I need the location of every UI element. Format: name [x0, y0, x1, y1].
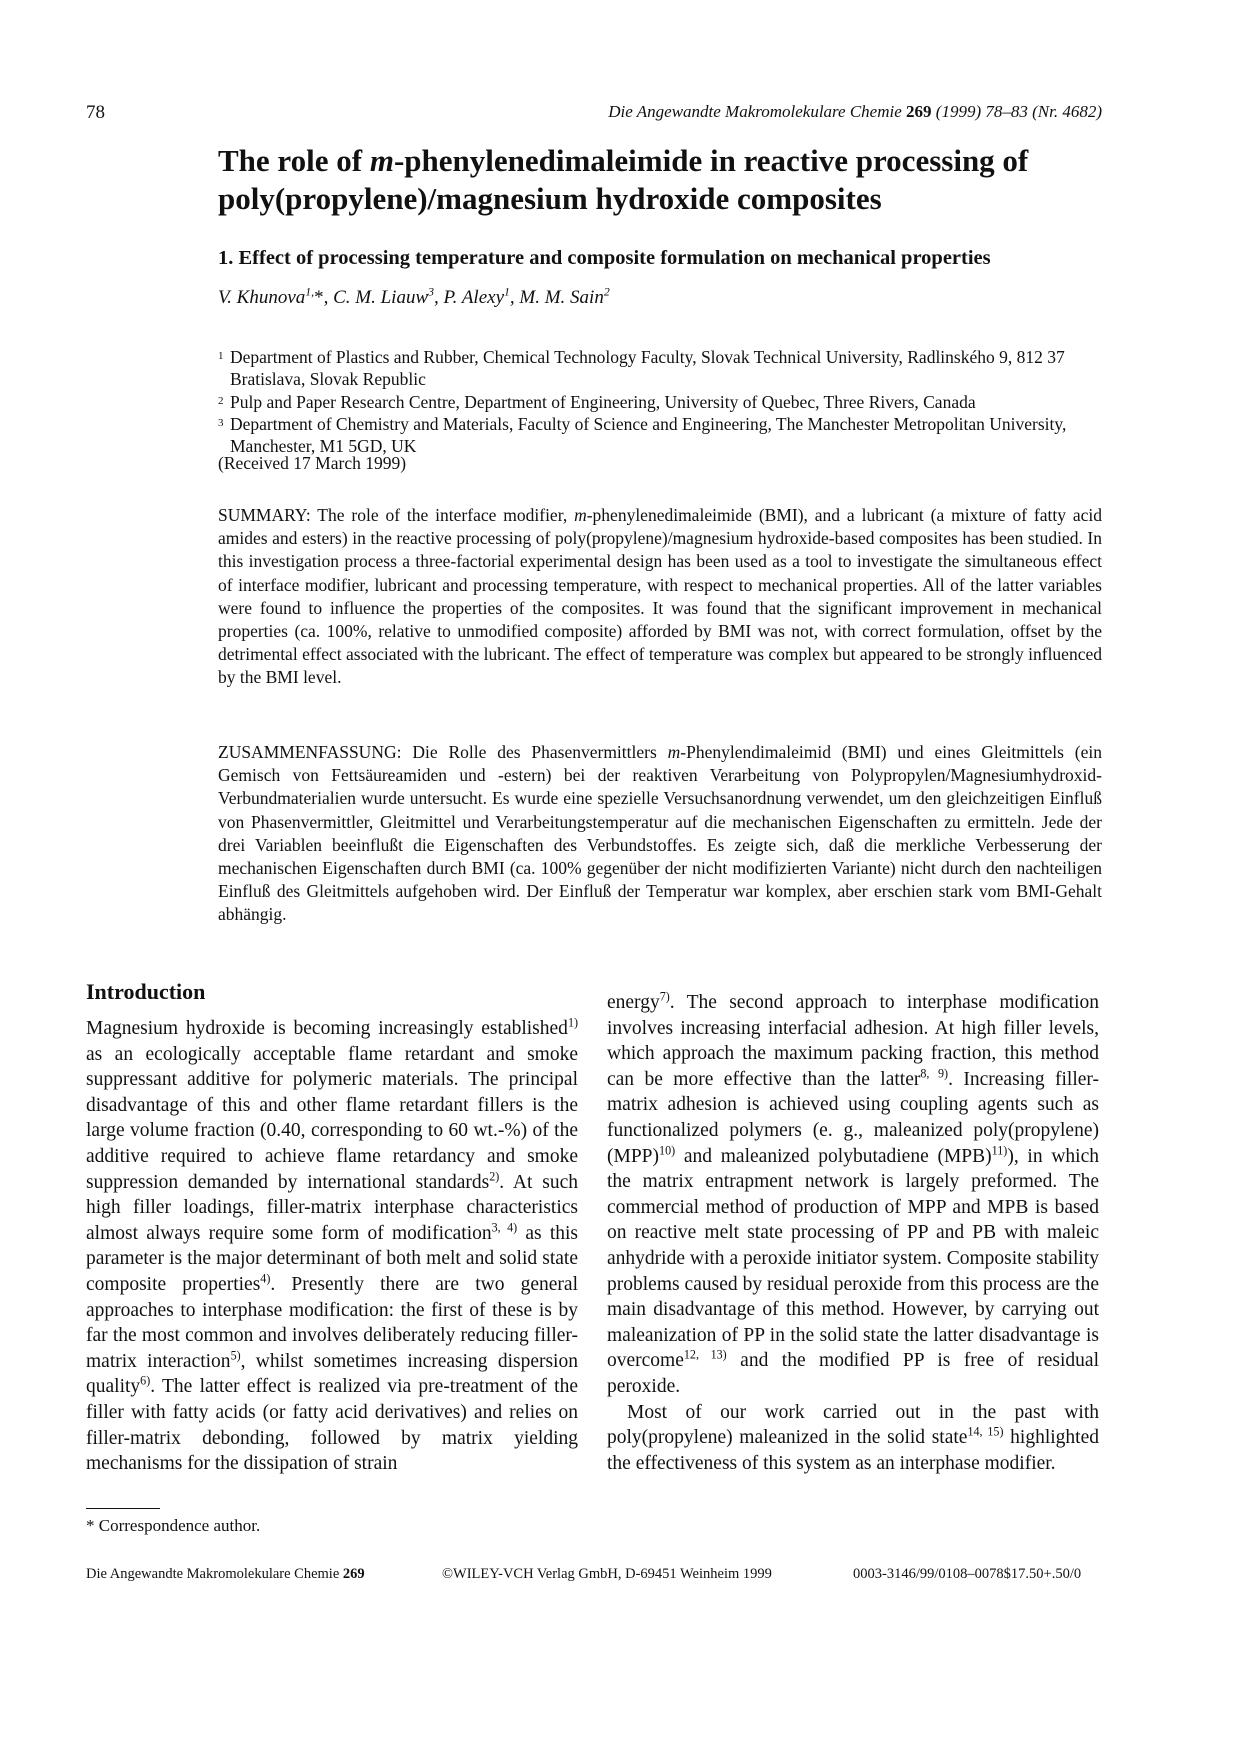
received-date: (Received 17 March 1999) — [218, 453, 407, 473]
body-text: ), in which the matrix entrapment network is largely preformed. The commercial method of production of MPP and MPB is based on reactive melt state processing of PP and PB with maleic anhydride with a peroxide initiator system. Composite stability problems caused by residual peroxide from this process are the main disadvantage of this method. However, by carrying out maleanization of PP in the solid state the latter disadvantage is overcome — [607, 1145, 1099, 1372]
body-text: as an ecologically acceptable flame retardant and smoke suppressant additive for polymeric materials. The principal disadvantage of this and other flame retardant fillers is the large volume fraction (0.40, corresponding to 60 wt.-%) of the additive required to achieve flame retardancy and smoke suppression demanded by international standards — [86, 1043, 578, 1193]
paragraph — [86, 1016, 578, 1477]
author — [519, 287, 609, 308]
citation-sup: 1) — [567, 1015, 578, 1030]
author-affiliation-ref: 1, — [305, 285, 315, 299]
footer-journal — [86, 1566, 365, 1583]
title-line-2: poly(propylene)/magnesium hydroxide composites — [218, 181, 882, 216]
correspondence-mark: * — [314, 287, 324, 308]
zusammenfassung-italic: m — [667, 742, 681, 762]
affiliation — [218, 413, 1108, 457]
affiliation-number: 2 — [218, 395, 224, 407]
body-text: highlighted the effectiveness of this system as an interphase modifier. — [607, 1427, 1100, 1474]
author-separator: , — [434, 287, 444, 308]
title-text: -phenylenedimaleimide in reactive processing of — [393, 143, 1029, 178]
footer-publisher: ©WILEY-VCH Verlag GmbH, D-69451 Weinheim 1999 — [442, 1566, 772, 1582]
author-name: V. Khunova — [218, 287, 306, 308]
author-separator: , — [509, 287, 520, 308]
summary-text: SUMMARY: The role of the interface modifier, — [218, 505, 575, 525]
body-text: Most of our work carried out in the past with poly(propylene) maleanized in the solid state — [607, 1401, 1099, 1449]
article-title — [218, 142, 1118, 218]
journal-volume: 269 — [906, 102, 932, 121]
summary-text: -phenylenedimaleimide (BMI), and a lubricant (a mixture of fatty acid amides and esters) in the reactive processing of poly(propylene)/magnesium hydroxide-based composites has been studied. In this investigation process a three-factorial experimental design has been used as a tool to investigate the simultaneous effect of interface modifier, lubricant and processing temperature, with respect to mechanical properties. All of the latter variables were found to influence the properties of the composites. It was found that the significant improvement in mechanical properties (ca. 100%, relative to unmodified composite) afforded by BMI was not, with correct formulation, offset by the detrimental effect associated with the lubricant. The effect of temperature was complex but appeared to be strongly influenced by the BMI level. — [218, 505, 1102, 688]
article-subtitle: 1. Effect of processing temperature and composite formulation on mechanical properties — [218, 247, 991, 269]
body-text: and maleanized polybutadiene (MPB) — [675, 1145, 992, 1167]
citation-sup: 4) — [260, 1271, 271, 1286]
citation-sup: 3, 4) — [491, 1220, 518, 1235]
title-italic: m — [369, 143, 394, 178]
author-name: C. M. Liauw — [333, 287, 429, 308]
citation-sup: 8, 9) — [920, 1066, 949, 1081]
title-text: The role of — [218, 143, 370, 178]
body-text: . The second approach to interphase modification involves increasing interfacial adhesion. At high filler levels, which approach the maximum packing fraction, this method can be more effective than the latter — [607, 992, 1099, 1090]
affiliation-number: 3 — [218, 417, 224, 429]
body-text: as this parameter is the major determinant of both melt and solid state composite properties — [86, 1222, 578, 1295]
running-head — [608, 102, 1102, 122]
body-text: . At such high filler loadings, filler-matrix interphase characteristics almost always require some form of modification — [86, 1171, 578, 1244]
footnote-divider — [86, 1508, 160, 1509]
author-list — [218, 287, 610, 309]
introduction-right-column — [607, 990, 1099, 1476]
citation-sup: 14, 15) — [967, 1424, 1004, 1439]
zusammenfassung-text: -Phenylendimaleimid (BMI) und eines Gleitmittels (ein Gemisch von Fettsäureamiden und -estern) bei der reaktiven Verarbeitung von Polypropylen/Magnesiumhydroxid-Verbundmaterialien wurde untersucht. Es wurde eine spezielle Versuchsanordnung verwendet, um den gleichzeitigen Einfluß von Phasenvermittler, Gleitmittel und Verarbeitungstemperatur auf die mechanischen Eigenschaften zu ermitteln. Jede der drei Variablen beeinflußt die Eigenschaften des Verbundstoffes. Es zeigte sich, daß die merkliche Verbesserung der mechanischen Eigenschaften durch BMI (ca. 100% gegenüber der nicht modifizierten Variante) nicht durch den nachteiligen Einfluß des Gleitmittels aufgehoben wird. Der Einfluß der Temperatur war komplex, aber erschien stark vom BMI-Gehalt abhängig. — [218, 742, 1102, 925]
author — [444, 287, 520, 308]
zusammenfassung-text: ZUSAMMENFASSUNG: Die Rolle des Phasenvermittlers — [218, 742, 668, 762]
citation-sup: 6) — [140, 1373, 151, 1388]
author-name: P. Alexy — [443, 287, 505, 308]
body-text: . The latter effect is realized via pre-treatment of the filler with fatty acids (or fatty acid derivatives) and relies on filler-matrix debonding, followed by matrix yielding mechanisms for the dissipation of strain — [86, 1376, 578, 1475]
author-affiliation-ref: 1 — [504, 285, 510, 299]
summary-abstract — [218, 504, 1102, 690]
citation-sup: 5) — [230, 1348, 241, 1363]
author — [333, 287, 443, 308]
citation-sup: 7) — [659, 989, 670, 1004]
body-text: energy — [607, 992, 660, 1013]
citation-sup: 2) — [489, 1169, 500, 1184]
citation-sup: 10) — [659, 1143, 676, 1158]
summary-italic: m — [574, 505, 587, 525]
body-text: . Presently there are two general approaches to interphase modification: the first of these is by far the most common and involves deliberately reducing filler-matrix interaction — [86, 1273, 579, 1372]
affiliation-text: Pulp and Paper Research Centre, Department of Engineering, University of Quebec, Three Rivers, Canada — [230, 392, 976, 412]
body-text: Magnesium hydroxide is becoming increasingly established — [86, 1018, 568, 1039]
author-affiliation-ref: 3 — [428, 285, 435, 299]
body-text: and the modified PP is free of residual peroxide. — [607, 1350, 1100, 1397]
author-affiliation-ref: 2 — [603, 285, 610, 299]
citation-sup: 12, 13) — [683, 1347, 727, 1362]
body-text: . Increasing filler-matrix adhesion is achieved using coupling agents such as functionalized polymers (e. g., maleanized poly(propylene) (MPP) — [607, 1068, 1100, 1167]
citation-sup: 11) — [991, 1143, 1008, 1158]
author-name: M. M. Sain — [519, 287, 604, 308]
paragraph — [607, 1400, 1099, 1477]
affiliation-text: Department of Plastics and Rubber, Chemical Technology Faculty, Slovak Technical University, Radlinského 9, 812 37 Bratislava, Slovak Republic — [230, 347, 1065, 389]
footer-code: 0003-3146/99/0108–0078$17.50+.50/0 — [853, 1566, 1082, 1582]
paragraph — [607, 990, 1099, 1400]
footer-volume: 269 — [342, 1566, 365, 1582]
affiliation — [218, 391, 1108, 413]
issue-info: (1999) 78–83 (Nr. 4682) — [935, 102, 1102, 121]
affiliation-text: Department of Chemistry and Materials, Faculty of Science and Engineering, The Manchester Metropolitan University, Manchester, M1 5GD, UK — [230, 414, 1067, 456]
footer-journal-name: Die Angewandte Makromolekulare Chemie — [86, 1566, 340, 1582]
affiliation — [218, 346, 1108, 390]
section-heading-introduction: Introduction — [86, 979, 206, 1004]
journal-name: Die Angewandte Makromolekulare Chemie — [608, 102, 902, 121]
author-separator: , — [323, 287, 334, 308]
author — [218, 287, 333, 308]
affiliation-number: 1 — [218, 350, 224, 362]
page-number: 78 — [86, 102, 105, 123]
introduction-left-column — [86, 1016, 578, 1477]
german-abstract — [218, 741, 1102, 927]
footnote: * Correspondence author. — [86, 1516, 261, 1535]
body-text: , whilst sometimes increasing dispersion quality — [86, 1350, 578, 1398]
